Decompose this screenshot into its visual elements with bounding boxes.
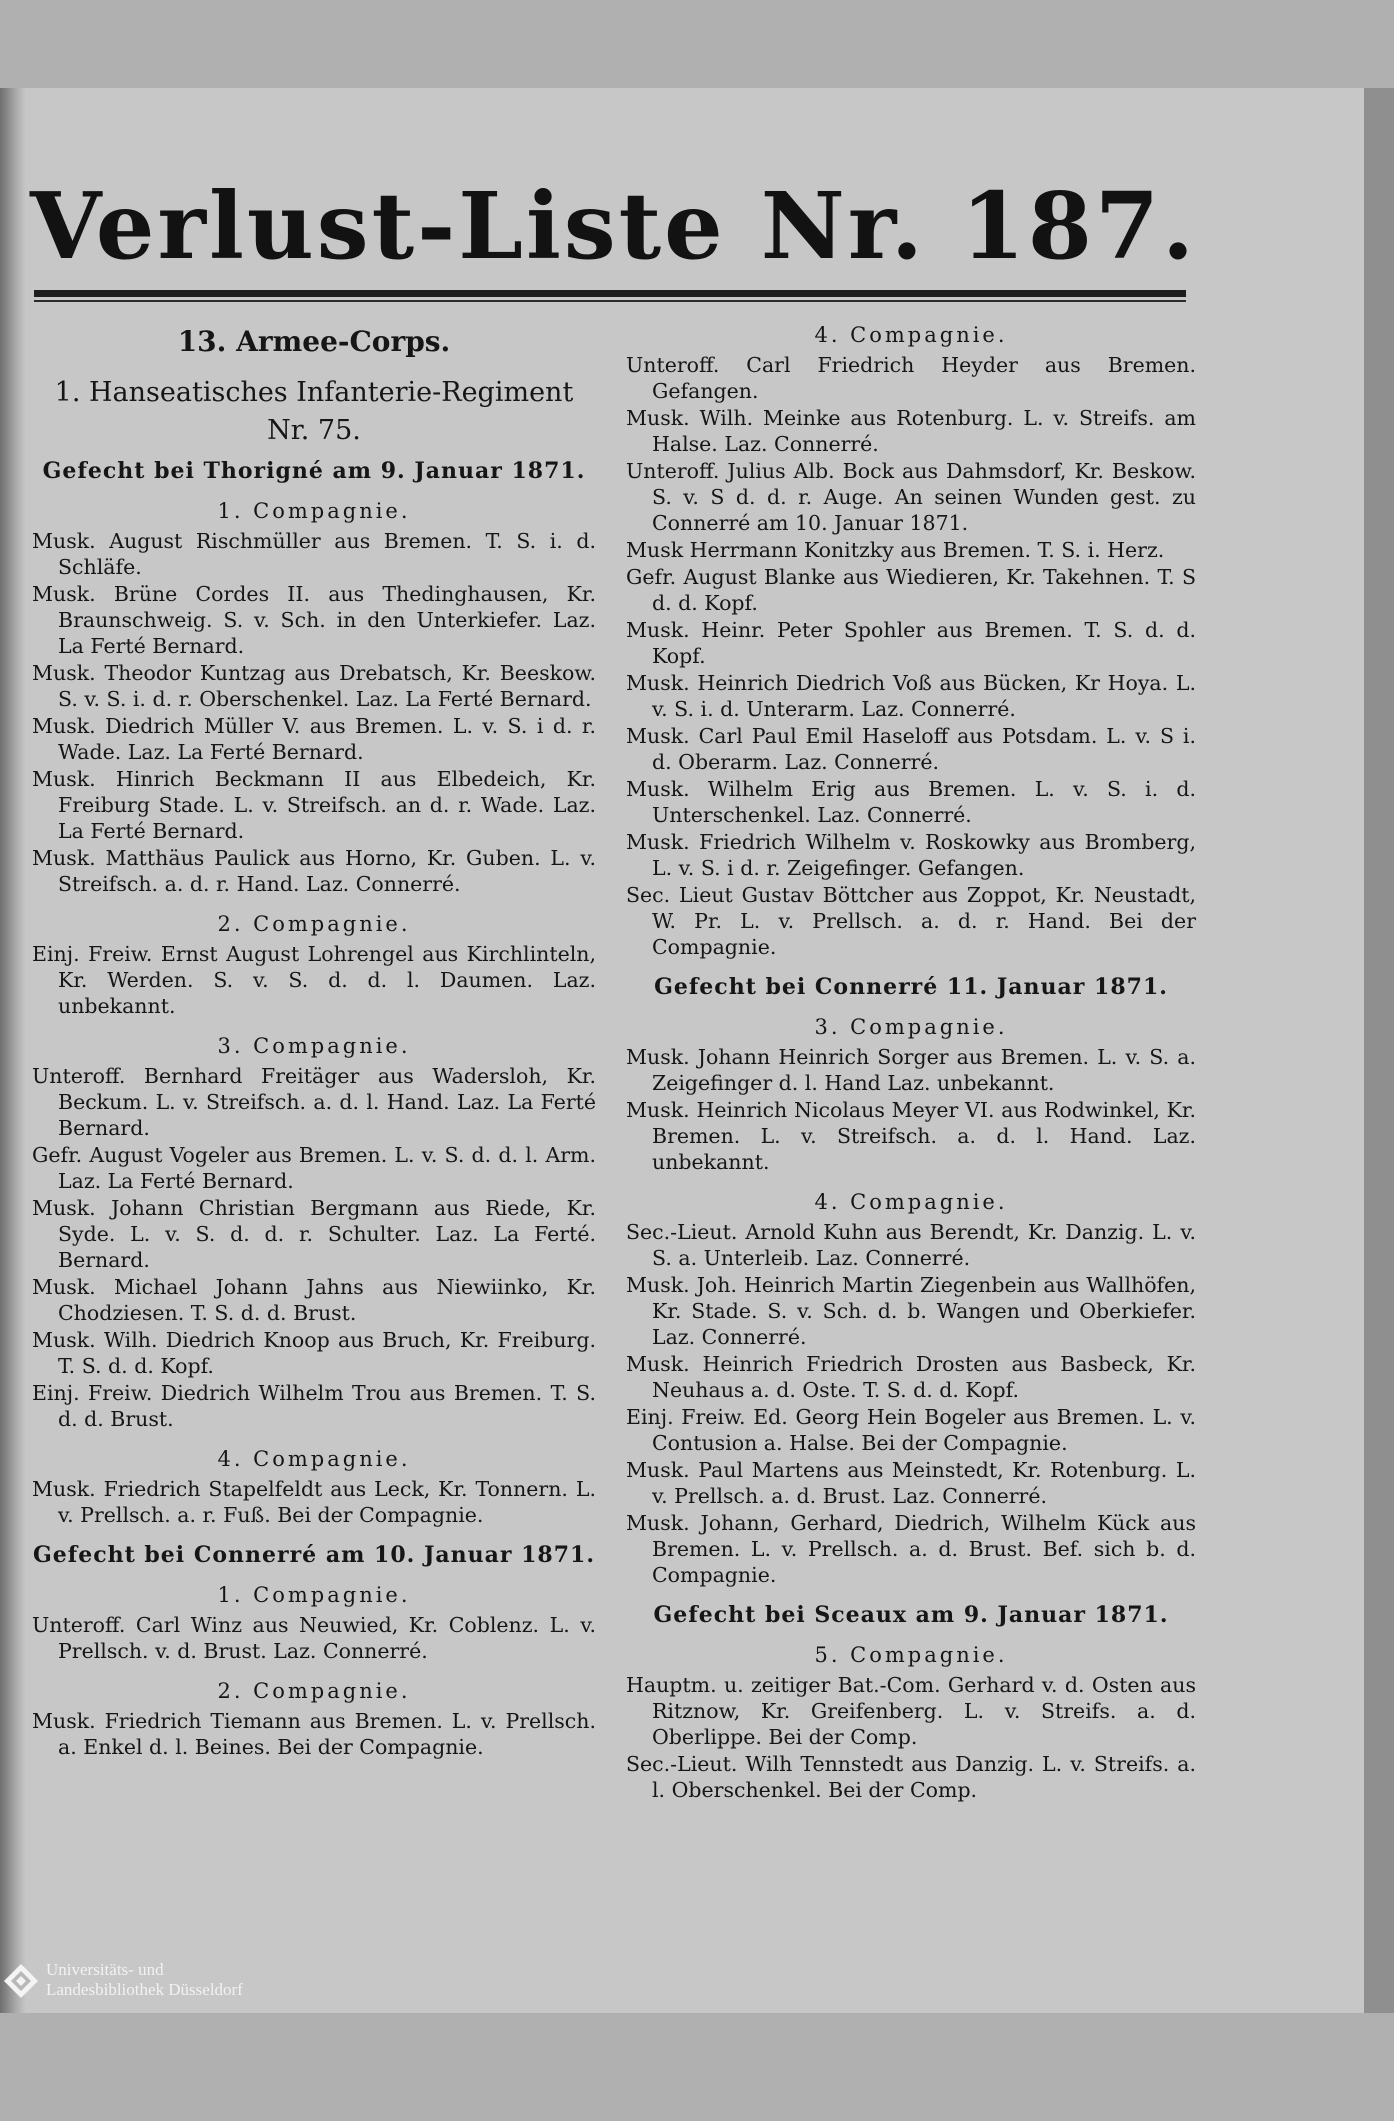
casualty-entry: Musk. Theodor Kuntzag aus Drebatsch, Kr. Beeskow. S. v. S. i. d. r. Oberschenkel. Laz. La Ferté Bernard. [32,661,596,711]
casualty-entry: Unteroff. Bernhard Freitäger aus Wadersloh, Kr. Beckum. L. v. Streifsch. a. d. l. Hand. Laz. La Ferté Bernard. [32,1064,596,1140]
library-name [46,1960,243,2000]
company-heading: 1. Compagnie. [217,1583,411,1607]
library-name-line1: Universitäts- und [46,1960,164,1979]
casualty-entry: Musk. Hinrich Beckmann II aus Elbedeich, Kr. Freiburg Stade. L. v. Streifsch. an d. r. Wade. Laz. La Ferté Bernard. [32,767,596,843]
company-heading: 3. Compagnie. [217,1034,411,1058]
casualty-entry: Hauptm. u. zeitiger Bat.-Com. Gerhard v. d. Osten aus Ritznow, Kr. Greifenberg. L. v. Streifs. a. d. Oberlippe. Bei der Comp. [626,1673,1196,1749]
corps-heading: 13. Armee-Corps. [177,325,451,358]
regiment-heading: 1. Hanseatisches Infanterie-Regiment Nr. 75. [54,377,574,446]
company-heading: 2. Compagnie. [217,912,411,936]
library-logo-icon [2,1962,40,2000]
casualty-entry: Musk. Friedrich Tiemann aus Bremen. L. v. Prellsch. a. Enkel d. l. Beines. Bei der Compagnie. [32,1709,596,1759]
footer-area [0,2013,1394,2121]
left-sections [32,458,596,1760]
casualty-entry: Musk Herrmann Konitzky aus Bremen. T. S. i. Herz. [626,538,1165,562]
title-rule-thin [34,300,1186,302]
battle-heading: Gefecht bei Connerré 11. Januar 1871. [654,974,1168,1000]
casualty-entry: Einj. Freiw. Ernst August Lohrengel aus Kirchlinteln, Kr. Werden. S. v. S. d. d. l. Daumen. Laz. unbekannt. [32,942,596,1018]
battle-heading: Gefecht bei Thorigné am 9. Januar 1871. [42,458,586,484]
company-heading: 4. Compagnie. [217,1447,411,1471]
left-column [32,322,596,1761]
casualty-entry: Musk. August Rischmüller aus Bremen. T. S. i. d. Schläfe. [32,529,596,579]
casualty-entry: Musk. Wilhelm Erig aus Bremen. L. v. S. i. d. Unterschenkel. Laz. Connerré. [626,777,1196,827]
casualty-entry: Sec.-Lieut. Wilh Tennstedt aus Danzig. L. v. Streifs. a. l. Oberschenkel. Bei der Comp. [626,1752,1196,1802]
casualty-entry: Musk. Wilh. Meinke aus Rotenburg. L. v. Streifs. am Halse. Laz. Connerré. [626,406,1196,456]
casualty-entry: Musk. Wilh. Diedrich Knoop aus Bruch, Kr. Freiburg. T. S. d. d. Kopf. [32,1328,596,1378]
company-heading: 4. Compagnie. [814,323,1008,347]
company-heading: 4. Compagnie. [814,1190,1008,1214]
title-rule [34,290,1186,297]
company-heading: 1. Compagnie. [217,499,411,523]
casualty-entry: Musk. Matthäus Paulick aus Horno, Kr. Guben. L. v. Streifsch. a. d. r. Hand. Laz. Connerré. [32,846,596,896]
right-column [626,322,1196,1804]
casualty-entry: Unteroff. Julius Alb. Bock aus Dahmsdorf, Kr. Beskow. S. v. S d. d. r. Auge. An seinen Wunden gest. zu Connerré am 10. Januar 1871. [626,459,1196,535]
battle-heading: Gefecht bei Connerré am 10. Januar 1871. [32,1542,596,1568]
casualty-entry: Gefr. August Vogeler aus Bremen. L. v. S. d. d. l. Arm. Laz. La Ferté Bernard. [32,1143,596,1193]
page-title: Verlust-Liste Nr. 187. [30,172,1197,280]
casualty-entry: Musk. Paul Martens aus Meinstedt, Kr. Rotenburg. L. v. Prellsch. a. d. Brust. Laz. Connerré. [626,1458,1196,1508]
casualty-entry: Musk. Heinr. Peter Spohler aus Bremen. T. S. d. d. Kopf. [626,618,1196,668]
casualty-entry: Musk. Johann Heinrich Sorger aus Bremen. L. v. S. a. Zeigefinger d. l. Hand Laz. unbekannt. [626,1045,1196,1095]
casualty-entry: Musk. Friedrich Wilhelm v. Roskowky aus Bromberg, L. v. S. i d. r. Zeigefinger. Gefangen. [626,830,1196,880]
casualty-entry: Musk. Heinrich Diedrich Voß aus Bücken, Kr Hoya. L. v. S. i. d. Unterarm. Laz. Connerré. [626,671,1196,721]
casualty-entry: Sec.-Lieut. Arnold Kuhn aus Berendt, Kr. Danzig. L. v. S. a. Unterleib. Laz. Connerré. [626,1220,1196,1270]
company-heading: 2. Compagnie. [217,1679,411,1703]
right-sections [626,322,1196,1803]
casualty-entry: Musk. Carl Paul Emil Haseloff aus Potsdam. L. v. S i. d. Oberarm. Laz. Connerré. [626,724,1196,774]
casualty-entry: Einj. Freiw. Diedrich Wilhelm Trou aus Bremen. T. S. d. d. Brust. [32,1381,596,1431]
casualty-entry: Einj. Freiw. Ed. Georg Hein Bogeler aus Bremen. L. v. Contusion a. Halse. Bei der Compagnie. [626,1405,1196,1455]
casualty-entry: Unteroff. Carl Winz aus Neuwied, Kr. Coblenz. L. v. Prellsch. v. d. Brust. Laz. Connerré. [32,1613,596,1663]
casualty-entry: Unteroff. Carl Friedrich Heyder aus Bremen. Gefangen. [626,353,1196,403]
casualty-entry: Musk. Diedrich Müller V. aus Bremen. L. v. S. i d. r. Wade. Laz. La Ferté Bernard. [32,714,596,764]
casualty-entry: Musk. Friedrich Stapelfeldt aus Leck, Kr. Tonnern. L. v. Prellsch. a. r. Fuß. Bei der Compagnie. [32,1477,596,1527]
company-heading: 3. Compagnie. [814,1015,1008,1039]
casualty-entry: Musk. Joh. Heinrich Martin Ziegenbein aus Wallhöfen, Kr. Stade. S. v. Sch. d. b. Wangen und Oberkiefer. Laz. Connerré. [626,1273,1196,1349]
binding-shadow [0,88,26,2013]
library-name-line2: Landesbibliothek Düsseldorf [46,1980,243,1999]
company-heading: 5. Compagnie. [814,1643,1008,1667]
casualty-entry: Musk. Brüne Cordes II. aus Thedinghausen, Kr. Braunschweig. S. v. Sch. in den Unterkiefer. Laz. La Ferté Bernard. [32,582,596,658]
casualty-entry: Musk. Johann Christian Bergmann aus Riede, Kr. Syde. L. v. S. d. d. r. Schulter. Laz. La Ferté. Bernard. [32,1196,596,1272]
casualty-entry: Sec. Lieut Gustav Böttcher aus Zoppot, Kr. Neustadt, W. Pr. L. v. Prellsch. a. d. r. Hand. Bei der Compagnie. [626,883,1196,959]
battle-heading: Gefecht bei Sceaux am 9. Januar 1871. [653,1602,1169,1628]
casualty-entry: Musk. Michael Johann Jahns aus Niewiinko, Kr. Chodziesen. T. S. d. d. Brust. [32,1275,596,1325]
page-edge [1364,88,1394,2013]
casualty-entry: Gefr. August Blanke aus Wiedieren, Kr. Takehnen. T. S d. d. Kopf. [626,565,1196,615]
casualty-entry: Musk. Heinrich Friedrich Drosten aus Basbeck, Kr. Neuhaus a. d. Oste. T. S. d. d. Kopf. [626,1352,1196,1402]
casualty-entry: Musk. Johann, Gerhard, Diedrich, Wilhelm Kück aus Bremen. L. v. Prellsch. a. d. Brust. Bef. sich b. d. Compagnie. [626,1511,1196,1587]
casualty-entry: Musk. Heinrich Nicolaus Meyer VI. aus Rodwinkel, Kr. Bremen. L. v. Streifsch. a. d. l. Hand. Laz. unbekannt. [626,1098,1196,1174]
